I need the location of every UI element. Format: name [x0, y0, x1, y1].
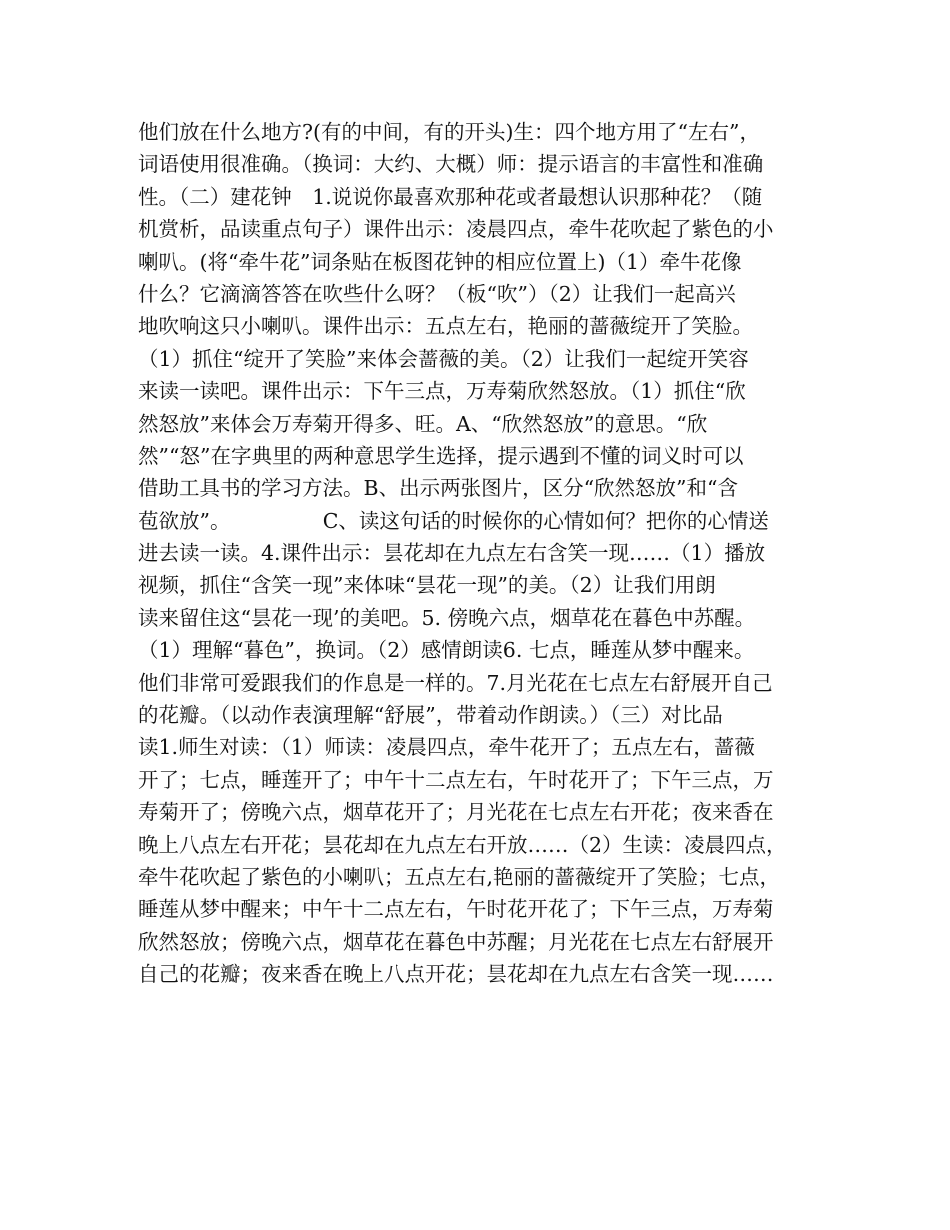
text-line: 晚上八点左右开花；昙花却在九点左右开放……（2）生读：凌晨四点， [138, 832, 787, 857]
text-line: 然怒放”来体会万寿菊开得多、旺。A、“欣然怒放”的意思。“欣 [138, 411, 708, 436]
text-line: 然”“怒”在字典里的两种意思学生选择，提示遇到不懂的词义时可以 [138, 443, 744, 468]
text-line: 开了；七点，睡莲开了；中午十二点左右，午时花开了；下午三点，万 [138, 767, 774, 792]
text-line: 睡莲从梦中醒来；中午十二点左右，午时花开花了；下午三点，万寿菊 [138, 897, 774, 922]
text-line: 视频，抓住“含笑一现”来体味“昙花一现”的美。（2）让我们用朗 [138, 573, 716, 598]
text-line: 词语使用很准确。（换词：大约、大概）师：提示语言的丰富性和准确 [138, 152, 764, 177]
text-line: 机赏析，品读重点句子）课件出示：凌晨四点，牵牛花吹起了紫色的小 [138, 217, 774, 242]
text-line: 苞欲放”。 C、读这句话的时候你的心情如何？把你的心情送 [138, 508, 769, 533]
text-line: 读1.师生对读：（1）师读：凌晨四点，牵牛花开了；五点左右，蔷薇 [138, 735, 755, 760]
text-line: 他们放在什么地方?(有的中间，有的开头)生：四个地方用了“左右”， [138, 120, 760, 144]
text-line: 寿菊开了；傍晚六点，烟草花开了；月光花在七点左右开花；夜来香在 [138, 800, 774, 825]
text-line: 进去读一读。4.课件出示：昙花却在九点左右含笑一现……（1）播放 [138, 541, 766, 566]
text-line: 性。（二）建花钟 1.说说你最喜欢那种花或者最想认识那种花？（随 [138, 184, 763, 209]
text-line: 欣然怒放；傍晚六点，烟草花在暮色中苏醒；月光花在七点左右舒展开 [138, 929, 774, 954]
text-line: 他们非常可爱跟我们的作息是一样的。7.月光花在七点左右舒展开自己 [138, 670, 773, 695]
text-line: 牵牛花吹起了紫色的小喇叭；五点左右,艳丽的蔷薇绽开了笑脸；七点， [138, 864, 781, 889]
text-line: 什么？它滴滴答答在吹些什么呀？（板“吹”）（2）让我们一起高兴 [138, 281, 736, 306]
text-line: 借助工具书的学习方法。B、出示两张图片，区分“欣然怒放”和“含 [138, 476, 739, 501]
text-line: 的花瓣。（以动作表演理解“舒展”，带着动作朗读。）（三）对比品 [138, 703, 723, 728]
text-line: 读来留住这“昙花一现’的美吧。5. 傍晚六点，烟草花在暮色中苏醒。 [138, 605, 756, 630]
text-line: 自己的花瓣；夜来香在晚上八点开花；昙花却在九点左右含笑一现…… [138, 962, 774, 987]
text-line: （1）理解“暮色”，换词。（2）感情朗读6. 七点，睡莲从梦中醒来。 [138, 638, 755, 663]
text-line: 地吹响这只小喇叭。课件出示：五点左右，艳丽的蔷薇绽开了笑脸。 [138, 314, 753, 339]
text-line: （1）抓住“绽开了笑脸”来体会蔷薇的美。（2）让我们一起绽开笑容 [138, 346, 749, 371]
text-line: 喇叭。(将“牵牛花”词条贴在板图花钟的相应位置上)（1）牵牛花像 [138, 249, 742, 274]
body-text [138, 116, 838, 991]
text-line: 来读一读吧。课件出示：下午三点，万寿菊欣然怒放。（1）抓住“欣 [138, 379, 746, 404]
